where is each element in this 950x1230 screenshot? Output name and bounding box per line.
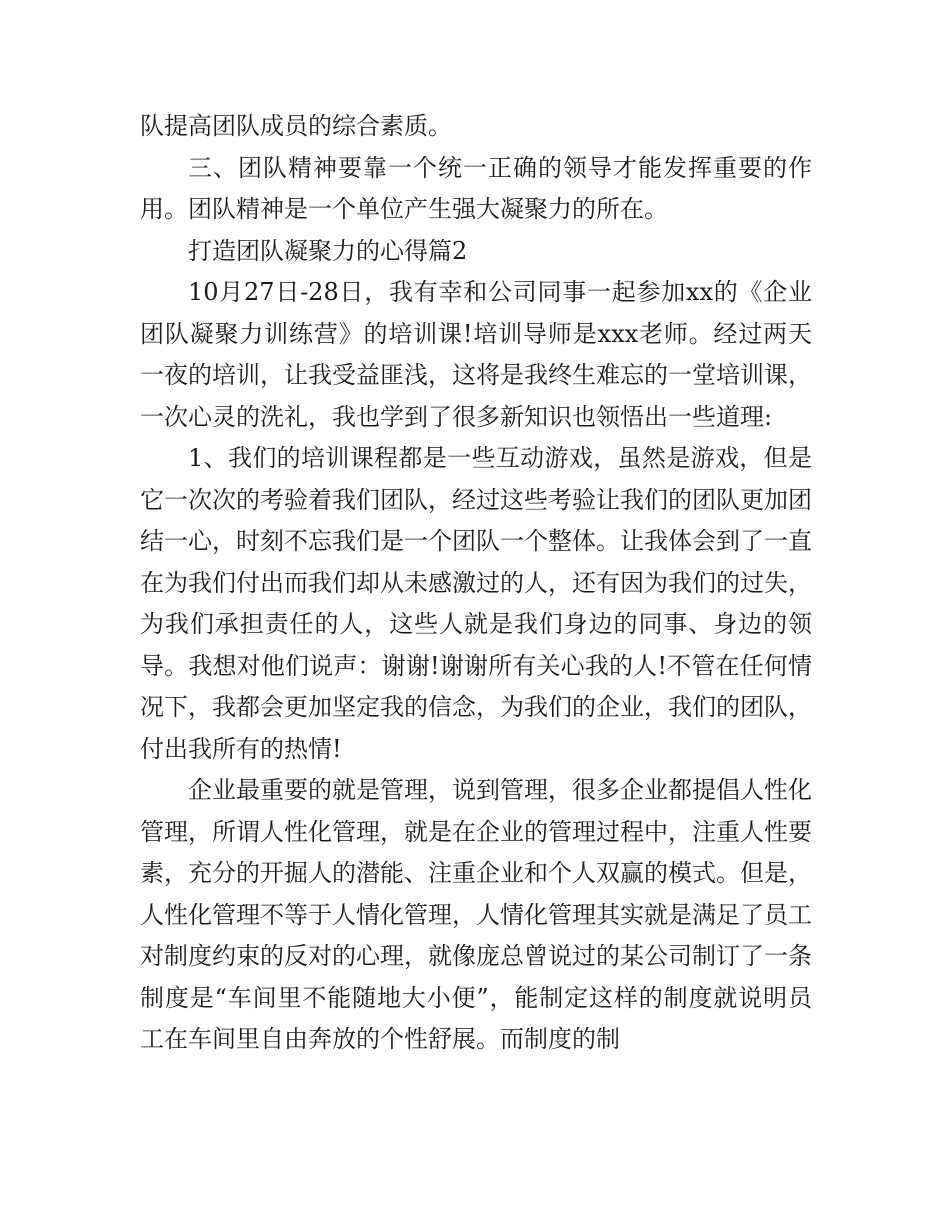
paragraph-4: 1、我们的培训课程都是一些互动游戏，虽然是游戏，但是它一次次的考验着我们团队，经过这些考验让我们的团队更加团结一心，时刻不忘我们是一个团队一个整体。让我体会到了一直在为我们付出而我们却从未感激过的人，还有因为我们的过失，为我们承担责任的人，这些人就是我们身边的同事、身边的领导。我想对他们说声：谢谢!谢谢所有关心我的人!不管在任何情况下，我都会更加坚定我的信念，为我们的企业，我们的团队，付出我所有的热情! bbox=[140, 444, 812, 763]
paragraph-2: 三、团队精神要靠一个统一正确的领导才能发挥重要的作用。团队精神是一个单位产生强大凝聚力的所在。 bbox=[140, 153, 812, 223]
paragraph-3: 10月27日-28日，我有幸和公司同事一起参加xx的《企业团队凝聚力训练营》的培训课!培训导师是xxx老师。经过两天一夜的培训，让我受益匪浅，这将是我终生难忘的一堂培训课，一次心灵的洗礼，我也学到了很多新知识也领悟出一些道理: bbox=[140, 278, 812, 431]
document-body bbox=[140, 106, 812, 1061]
paragraph-1: 队提高团队成员的综合素质。 bbox=[140, 112, 452, 140]
section-heading: 打造团队凝聚力的心得篇2 bbox=[188, 236, 468, 265]
paragraph-5: 企业最重要的就是管理，说到管理，很多企业都提倡人性化管理，所谓人性化管理，就是在企业的管理过程中，注重人性要素，充分的开掘人的潜能、注重企业和个人双赢的模式。但是，人性化管理不等于人情化管理，人情化管理其实就是满足了员工对制度约束的反对的心理，就像庞总曾说过的某公司制订了一条制度是“车间里不能随地大小便”，能制定这样的制度就说明员工在车间里自由奔放的个性舒展。而制度的制 bbox=[140, 776, 812, 1053]
